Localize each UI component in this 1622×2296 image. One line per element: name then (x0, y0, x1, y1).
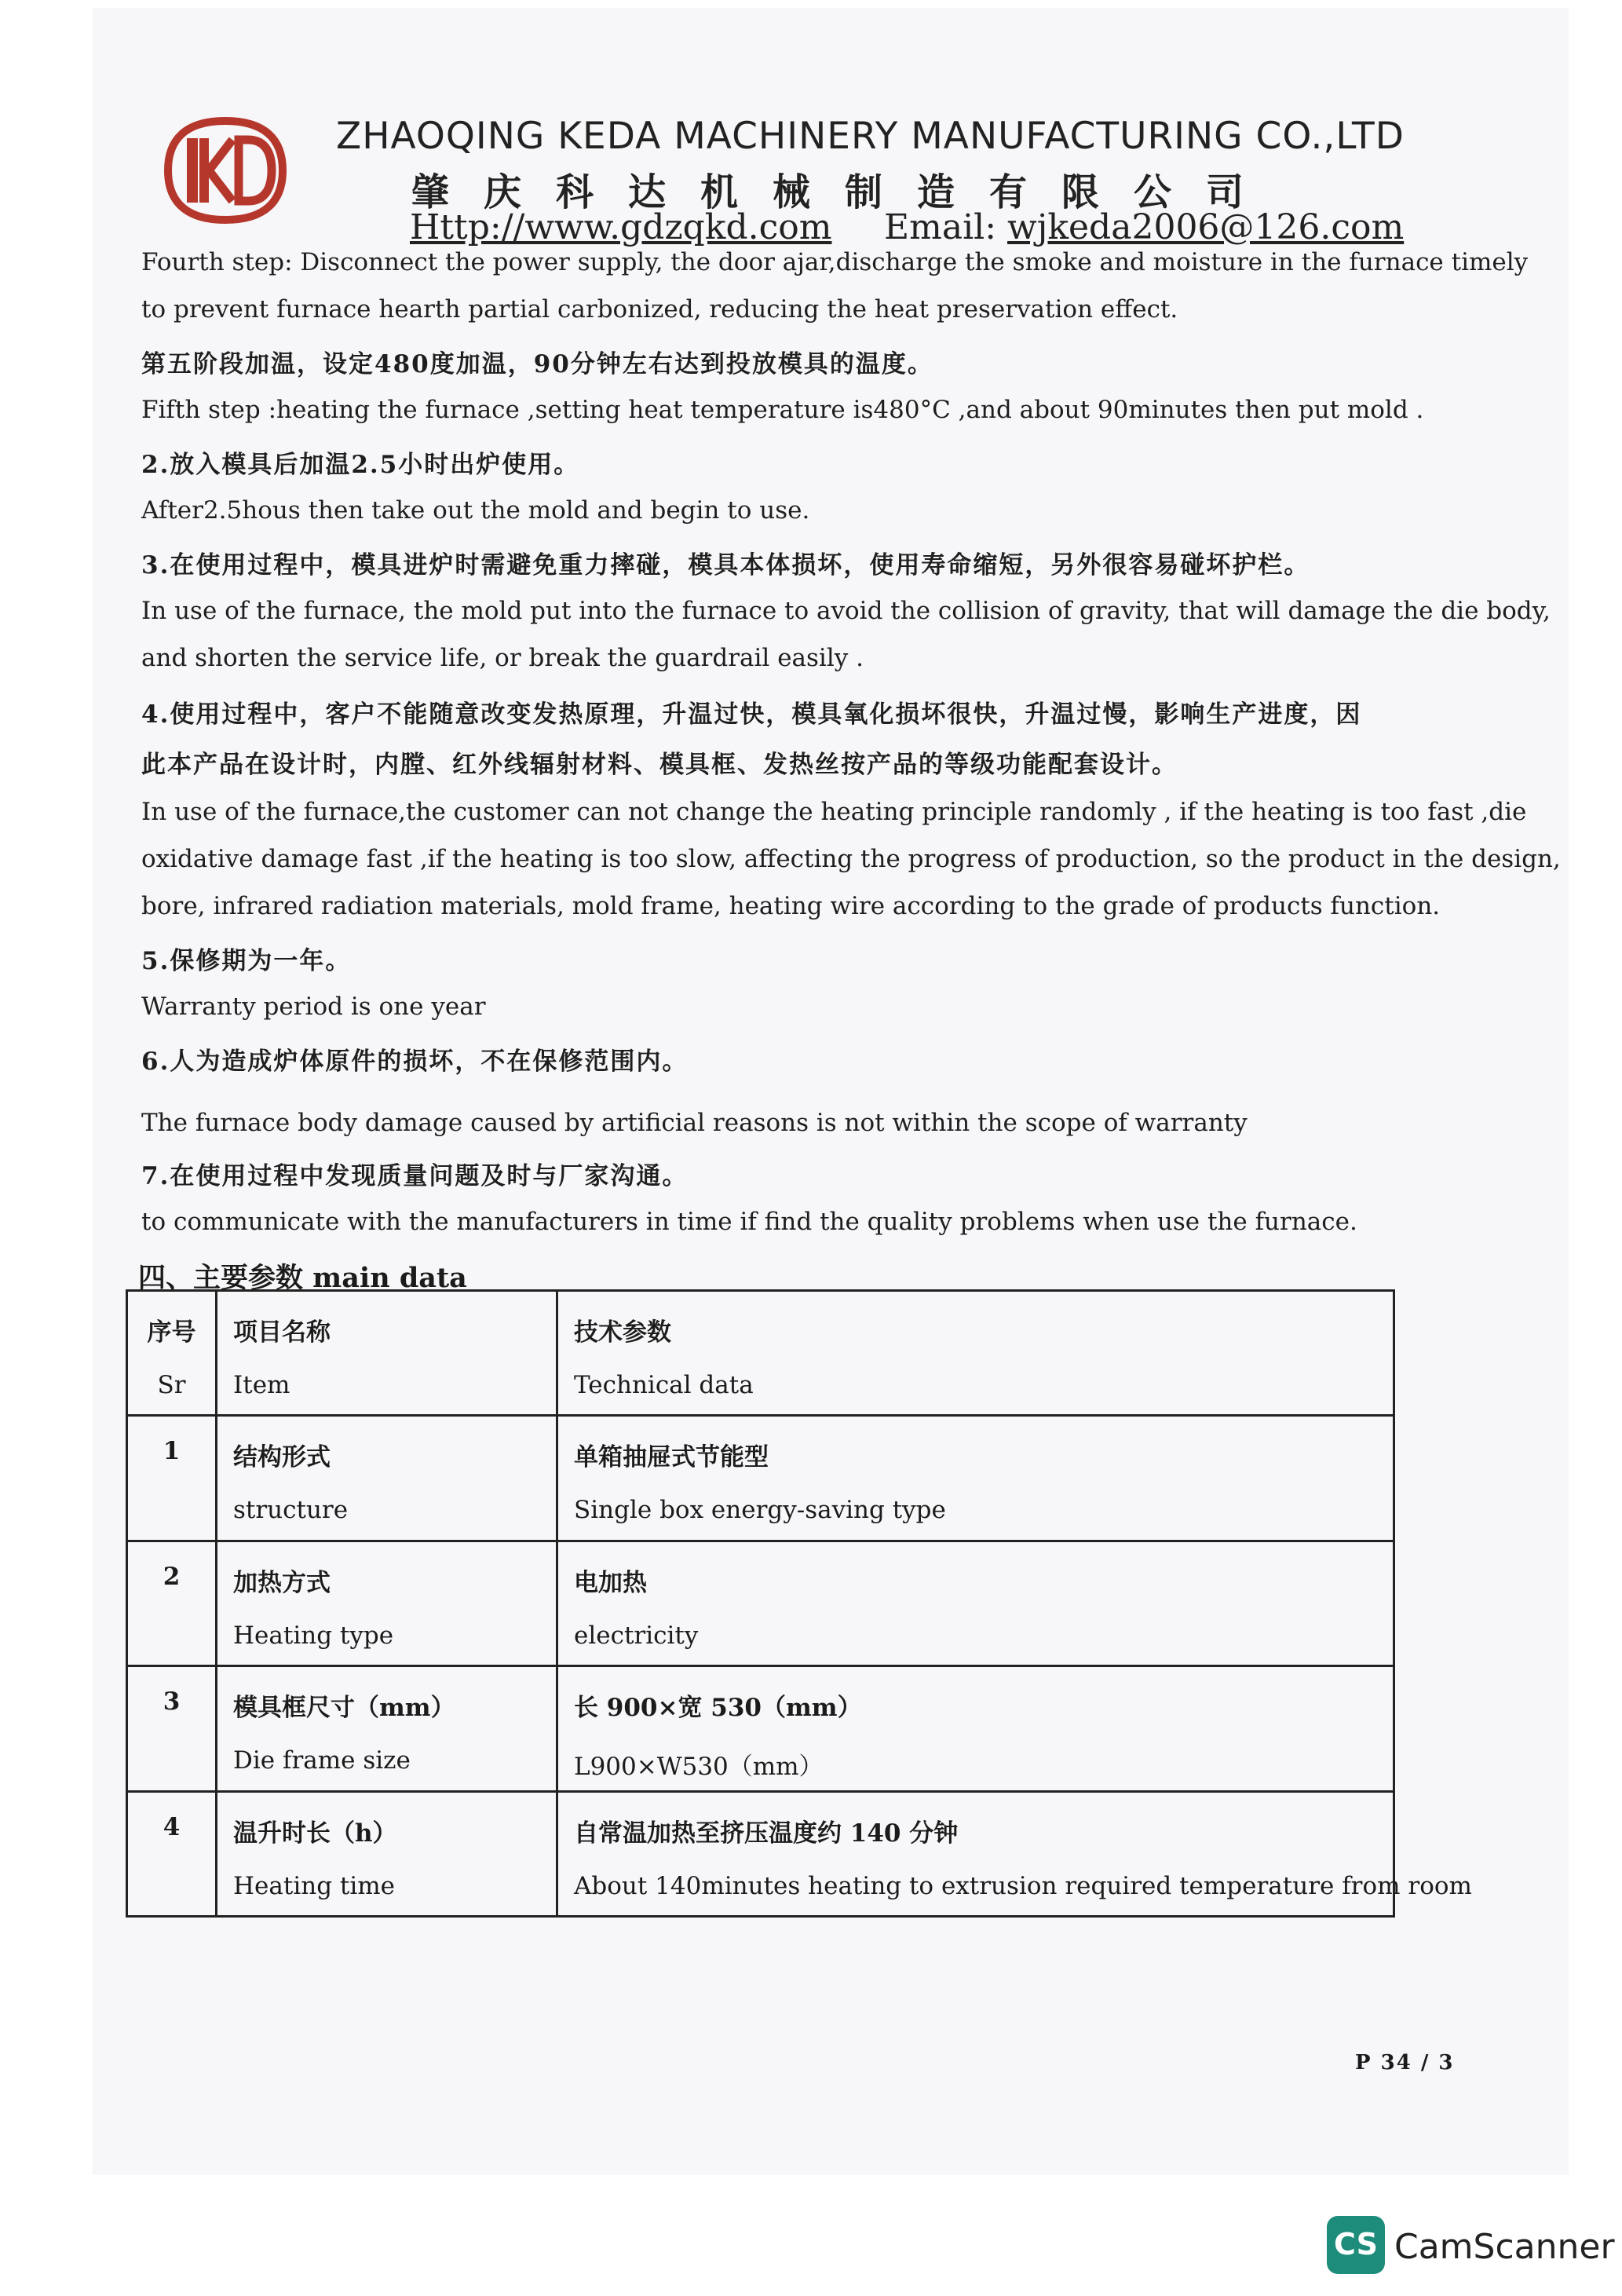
body-line: 此本产品在设计时，内膛、红外线辐射材料、模具框、发热丝按产品的等级功能配套设计。 (141, 751, 1178, 779)
header-sr-cn: 序号 (147, 1318, 196, 1347)
row-tech-cn: 自常温加热至挤压温度约 140 分钟 (574, 1819, 959, 1848)
camscanner-logo-icon (1327, 2216, 1385, 2274)
table-cell (217, 1416, 557, 1541)
body-line: After2.5hous then take out the mold and begin to use. (141, 496, 810, 525)
table-cell (557, 1541, 1394, 1665)
body-line: In use of the furnace, the mold put into the furnace to avoid the collision of gravity, that will damage the die body, (141, 597, 1551, 625)
row-tech-cn: 电加热 (574, 1568, 647, 1597)
row-tech-en: About 140minutes heating to extrusion required temperature from room (574, 1871, 1472, 1900)
row-tech-en: electricity (574, 1621, 699, 1650)
row-tech-cn: 长 900×宽 530（mm） (574, 1694, 862, 1723)
body-line: bore, infrared radiation materials, mold frame, heating wire according to the grade of products function. (141, 892, 1441, 920)
body-line: 4.使用过程中，客户不能随意改变发热原理，升温过快，模具氧化损坏很快，升温过慢，影响生产进度，因 (141, 700, 1362, 729)
body-line: to communicate with the manufacturers in time if find the quality problems when use the furnace. (141, 1208, 1357, 1236)
body-line: The furnace body damage caused by artificial reasons is not within the scope of warranty (141, 1109, 1248, 1137)
row-sr: 4 (163, 1812, 181, 1841)
body-line: In use of the furnace,the customer can not change the heating principle randomly , if the heating is too fast ,die (141, 798, 1527, 826)
camscanner-logo-text: CS (1334, 2227, 1378, 2261)
table-cell (127, 1416, 217, 1541)
company-name-chinese: 肇庆科达机械制造有限公司 (411, 170, 1279, 214)
table-cell (127, 1666, 217, 1791)
header-item-cn: 项目名称 (233, 1318, 331, 1347)
row-item-cn: 加热方式 (233, 1568, 331, 1597)
table-cell (127, 1791, 217, 1916)
camscanner-watermark: CamScanner (1394, 2227, 1615, 2267)
row-item-en: Heating time (233, 1871, 396, 1900)
table-cell (557, 1666, 1394, 1791)
row-item-cn: 结构形式 (233, 1443, 331, 1472)
table-cell (127, 1541, 217, 1665)
table-cell (557, 1416, 1394, 1541)
body-line: and shorten the service life, or break the guardrail easily . (141, 644, 864, 672)
table-row (127, 1416, 1394, 1541)
email-line (884, 207, 1404, 247)
table-row (127, 1791, 1394, 1916)
table-cell (217, 1791, 557, 1916)
body-line: 2.放入模具后加温2.5小时出炉使用。 (141, 451, 580, 479)
body-line: Fifth step :heating the furnace ,setting heat temperature is480°C ,and about 90minutes then put mold . (141, 396, 1424, 424)
company-logo (163, 116, 287, 225)
website-link[interactable]: Http://www.gdzqkd.com (410, 207, 832, 247)
section-title: 四、主要参数 main data (138, 1262, 467, 1294)
header-tech-en: Technical data (574, 1371, 754, 1399)
row-sr: 1 (163, 1437, 181, 1466)
table-header-row (127, 1291, 1394, 1416)
table-cell (557, 1791, 1472, 1916)
row-tech-en: L900×W530（mm） (574, 1753, 824, 1782)
table-row (127, 1666, 1394, 1791)
table-cell (557, 1291, 1394, 1416)
body-line: oxidative damage fast ,if the heating is too slow, affecting the progress of production, so the product in the design, (141, 845, 1561, 873)
body-line: Fourth step: Disconnect the power supply, the door ajar,discharge the smoke and moisture in the furnace timely (141, 248, 1529, 276)
row-item-cn: 温升时长（h） (233, 1819, 397, 1848)
row-sr: 3 (163, 1687, 181, 1717)
row-tech-cn: 单箱抽屉式节能型 (574, 1443, 769, 1472)
table-row (127, 1541, 1394, 1665)
header-sr-en: Sr (157, 1371, 186, 1399)
row-item-en: Heating type (233, 1621, 394, 1650)
row-sr: 2 (163, 1562, 181, 1591)
table-cell (217, 1291, 557, 1416)
body-line: Warranty period is one year (141, 993, 486, 1021)
company-name-english: ZHAOQING KEDA MACHINERY MANUFACTURING CO.,LTD (336, 115, 1405, 158)
main-data-table (126, 1289, 1472, 1918)
row-item-en: Die frame size (233, 1746, 411, 1775)
body-line: to prevent furnace hearth partial carbonized, reducing the heat preservation effect. (141, 295, 1178, 324)
email-link[interactable]: wjkeda2006@126.com (1007, 207, 1405, 247)
email-label: Email: (884, 207, 997, 247)
page-number: P 34 / 3 (1355, 2051, 1455, 2075)
row-item-cn: 模具框尺寸（mm） (233, 1694, 455, 1723)
row-tech-en: Single box energy-saving type (574, 1496, 946, 1525)
header-item-en: Item (233, 1371, 290, 1399)
body-line: 7.在使用过程中发现质量问题及时与厂家沟通。 (141, 1162, 689, 1190)
row-item-en: structure (233, 1496, 349, 1525)
body-line: 第五阶段加温，设定480度加温，90分钟左右达到投放模具的温度。 (141, 350, 933, 378)
body-line: 3.在使用过程中，模具进炉时需避免重力摔碰，模具本体损坏，使用寿命缩短，另外很容易碰坏护栏。 (141, 551, 1310, 579)
body-line: 6.人为造成炉体原件的损坏，不在保修范围内。 (141, 1047, 689, 1076)
header-tech-cn: 技术参数 (574, 1318, 671, 1347)
table-cell (127, 1291, 217, 1416)
table-cell (217, 1541, 557, 1665)
body-line: 5.保修期为一年。 (141, 947, 352, 975)
table-cell (217, 1666, 557, 1791)
